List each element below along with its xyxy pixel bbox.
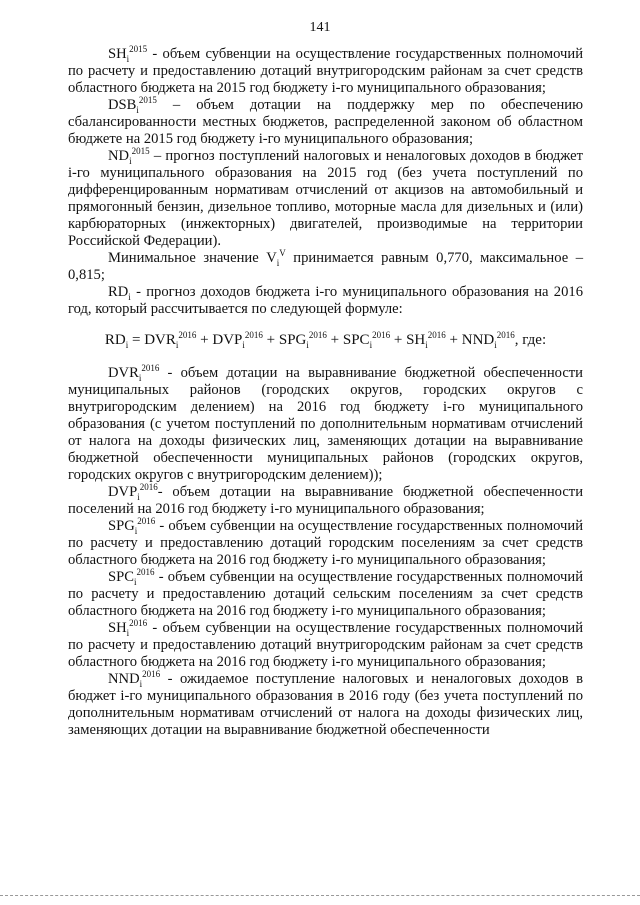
- formula-subscript: i: [175, 340, 179, 350]
- definition-spg: [68, 518, 583, 569]
- symbol-name: NND: [108, 671, 140, 687]
- symbol-superscript: 2016: [142, 669, 161, 680]
- formula-superscript: 2016: [427, 330, 446, 340]
- symbol-name: DVP: [108, 484, 138, 500]
- symbol: [108, 620, 147, 636]
- paragraph-dsb-2015: [68, 97, 583, 148]
- paragraph-text: принимается равным 0,770, максимальное – 0,815;: [68, 250, 583, 283]
- paragraph-text: – объем дотации на поддержку мер по обеспечению сбалансированности местных бюджетов, распределенной законом об областном бюджете на 2015 год бюджету i-го муниципального образования;: [68, 97, 583, 147]
- symbol: [108, 569, 154, 585]
- symbol-superscript: 2016: [137, 516, 156, 527]
- symbol-superscript: 2016: [141, 363, 160, 374]
- page-bottom-edge: [0, 895, 640, 896]
- formula-term: [327, 332, 390, 348]
- symbol: [108, 365, 159, 381]
- formula-superscript: 2016: [496, 330, 515, 340]
- formula-tail: , где:: [514, 332, 547, 348]
- definition-nnd: [68, 671, 583, 739]
- symbol: [108, 484, 158, 500]
- definition-sh: [68, 620, 583, 671]
- paragraph-nd-2015: [68, 148, 583, 250]
- paragraph-text: – прогноз поступлений налоговых и неналоговых доходов в бюджет i-го муниципального образования на 2015 год (без учета поступлений по дифференцированным нормативам отчислений от акцизов на автомобильный и прямогонный бензин, дизельное топливо, моторные масла для дизельных и (или) карбюраторных (инжекторных) двигателей, производимые на территории Российской Федерации).: [68, 148, 583, 249]
- paragraph-text: Минимальное значение V: [108, 250, 277, 266]
- paragraph-text: - прогноз доходов бюджета i-го муниципального образования на 2016 год, который рассчитывается по следующей формуле:: [68, 284, 583, 317]
- symbol-subscript: i: [133, 576, 137, 587]
- formula-subscript: i: [425, 340, 428, 350]
- formula-superscript: 2016: [178, 330, 197, 340]
- symbol-name: SH: [108, 620, 127, 636]
- document-body: [68, 46, 583, 739]
- symbol: [108, 46, 147, 62]
- symbol-name: SPC: [108, 569, 134, 585]
- symbol-subscript: i: [139, 678, 143, 689]
- definition-text: - объем субвенции на осуществление государственных полномочий по расчету и предоставлению дотаций внутригородским районам за счет средств областного бюджета на 2016 год бюджету i-го муниципального образования;: [68, 620, 583, 670]
- symbol: [108, 671, 160, 687]
- formula-term: [446, 332, 515, 348]
- symbol-subscript: i: [129, 155, 132, 166]
- symbol-superscript: 2015: [129, 44, 148, 55]
- paragraph-sh-2015: [68, 46, 583, 97]
- paragraph-text: - объем субвенции на осуществление государственных полномочий по расчету и предоставлению дотаций внутригородским районам за счет средств областного бюджета на 2015 год бюджету i-го муниципального образования;: [68, 46, 583, 96]
- formula-subscript: i: [306, 340, 309, 350]
- formula-superscript: 2016: [372, 330, 391, 340]
- symbol-name: SH: [108, 46, 127, 62]
- definition-text: - объем субвенции на осуществление государственных полномочий по расчету и предоставлению дотаций городским поселениям за счет средств областного бюджета на 2016 год бюджету i-го муниципального образования;: [68, 518, 583, 568]
- symbol-subscript: i: [126, 53, 130, 64]
- paragraph-min-value: [68, 250, 583, 284]
- formula: [68, 332, 583, 349]
- definition-text: - объем дотации на выравнивание бюджетной обеспеченности поселений на 2016 год бюджету i-го муниципального образования;: [68, 484, 583, 517]
- definition-text: - объем субвенции на осуществление государственных полномочий по расчету и предоставлению дотаций сельским поселениям за счет средств областного бюджета на 2016 год бюджету i-го муниципального образования;: [68, 569, 583, 619]
- symbol-name: ND: [108, 148, 130, 164]
- formula-operator: =: [128, 332, 145, 348]
- symbol-name: SPG: [108, 518, 135, 534]
- symbol-superscript: 2016: [129, 618, 148, 629]
- symbol-subscript: i: [128, 291, 131, 302]
- symbol: [108, 97, 157, 113]
- formula-symbol: NND: [461, 332, 495, 348]
- formula-lhs: RD: [104, 332, 126, 348]
- formula-symbol: SPG: [278, 332, 307, 348]
- formula-subscript: i: [494, 340, 497, 350]
- paragraph-rd: [68, 284, 583, 318]
- symbol-name: DSB: [108, 97, 137, 113]
- symbol-superscript: 2016: [139, 482, 158, 493]
- formula-term: [125, 330, 197, 350]
- symbol-subscript: i: [137, 491, 140, 502]
- formula-symbol: SH: [406, 332, 426, 348]
- formula-operator: +: [445, 332, 462, 348]
- symbol-subscript: i: [134, 525, 138, 536]
- definition-text: - ожидаемое поступление налоговых и неналоговых доходов в бюджет i-го муниципального образования в 2016 году (без учета поступлений по дополнительным нормативам отчислений от налога на доходы физических лиц, заменяющих дотации на выравнивание бюджетной обеспеченности: [68, 671, 583, 738]
- formula-lhs-subscript: i: [125, 340, 129, 350]
- symbol: [108, 148, 150, 164]
- symbol-superscript: 2015: [138, 95, 157, 106]
- symbol-subscript: i: [126, 627, 130, 638]
- definition-dvp: [68, 484, 583, 518]
- formula-operator: +: [326, 332, 343, 348]
- symbol-subscript: i: [136, 104, 139, 115]
- definition-text: - объем дотации на выравнивание бюджетной обеспеченности муниципальных районов (городских округов, городских округов с внутригородским делением) на 2016 год бюджету i-го муниципального образования (с учетом поступлений по дополнительным нормативам отчислений от налога на доходы физических лиц, заменяющих дотации на выравнивание бюджетной обеспеченности муниципальных районов (городских округов, городских округов с внутригородским делением));: [68, 365, 583, 483]
- page-number: 141: [309, 20, 331, 35]
- formula-symbol: DVP: [212, 332, 243, 348]
- symbol: [108, 284, 131, 300]
- definition-spc: [68, 569, 583, 620]
- formula-operator: +: [390, 332, 407, 348]
- formula-superscript: 2016: [308, 330, 327, 340]
- formula-operator: +: [196, 332, 213, 348]
- formula-term: [196, 332, 263, 348]
- formula-symbol: DVR: [144, 332, 176, 348]
- symbol-subscript: i: [276, 257, 280, 268]
- symbol-name: RD: [108, 284, 129, 300]
- formula-subscript: i: [369, 340, 373, 350]
- formula-subscript: i: [242, 340, 245, 350]
- symbol-name: DVR: [108, 365, 139, 381]
- formula-operator: +: [262, 332, 279, 348]
- symbol-superscript: 2015: [131, 146, 150, 157]
- symbol-subscript: i: [138, 372, 142, 383]
- formula-symbol: SPC: [342, 332, 370, 348]
- definition-dvr: [68, 365, 583, 484]
- formula-term: [390, 332, 446, 348]
- symbol-superscript: 2016: [136, 567, 155, 578]
- symbol: [108, 518, 155, 534]
- formula-superscript: 2016: [244, 330, 263, 340]
- symbol-superscript: V: [279, 248, 286, 259]
- formula-term: [263, 332, 327, 348]
